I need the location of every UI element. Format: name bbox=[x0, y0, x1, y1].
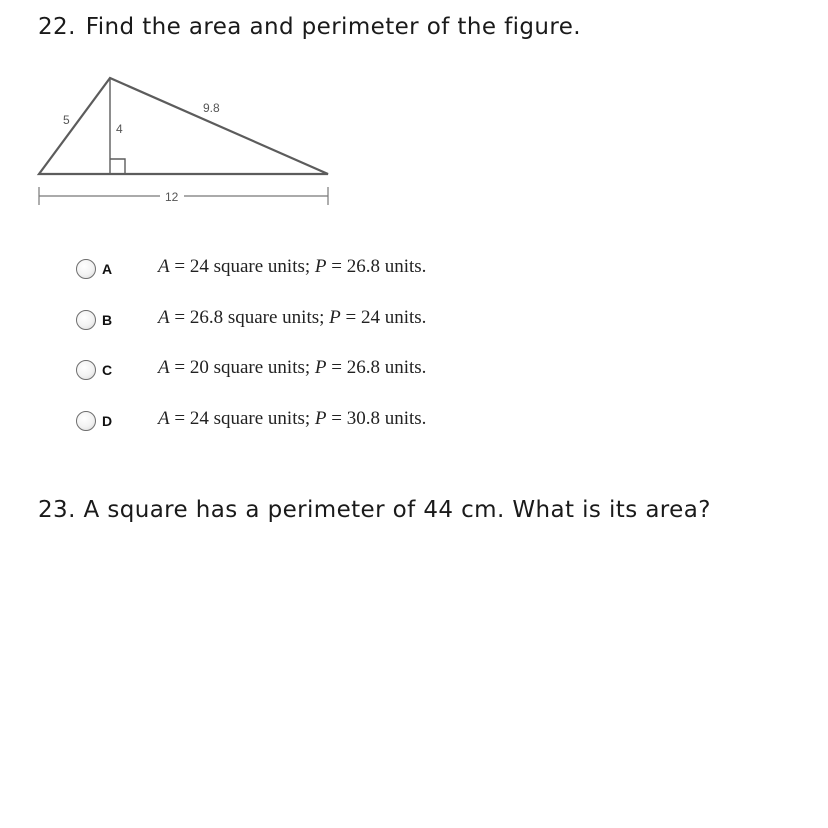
question-title bbox=[38, 14, 581, 40]
label-height: 4 bbox=[116, 122, 123, 136]
option-letter: C bbox=[102, 362, 113, 378]
option-text: A = 24 square units; P = 30.8 units. bbox=[158, 407, 427, 429]
answer-options bbox=[76, 256, 676, 458]
option-text: A = 20 square units; P = 26.8 units. bbox=[158, 357, 427, 378]
option-b[interactable] bbox=[76, 307, 676, 358]
right-angle-marker bbox=[110, 159, 125, 174]
radio-button-a[interactable] bbox=[76, 259, 96, 279]
label-base: 12 bbox=[165, 190, 179, 204]
option-letter: D bbox=[102, 412, 113, 429]
label-left-side: 5 bbox=[63, 113, 70, 127]
option-text: A = 26.8 square units; P = 24 units. bbox=[158, 306, 427, 328]
option-letter: A bbox=[102, 261, 113, 277]
label-right-side: 9.8 bbox=[203, 101, 220, 115]
radio-button-c[interactable] bbox=[76, 360, 96, 380]
option-d[interactable] bbox=[76, 408, 676, 459]
option-text: A = 24 square units; P = 26.8 units. bbox=[158, 256, 427, 277]
option-letter: B bbox=[102, 311, 113, 328]
triangle-shape bbox=[39, 78, 328, 174]
question-number: 22. bbox=[38, 14, 76, 40]
next-question-text: 23. A square has a perimeter of 44 cm. What is its area? bbox=[38, 497, 711, 523]
triangle-figure bbox=[30, 70, 340, 215]
next-question-cut-off bbox=[38, 497, 798, 523]
option-a[interactable] bbox=[76, 256, 676, 307]
radio-button-d[interactable] bbox=[76, 411, 96, 431]
question-text: Find the area and perimeter of the figure. bbox=[85, 14, 581, 40]
radio-button-b[interactable] bbox=[76, 310, 96, 330]
option-c[interactable] bbox=[76, 357, 676, 408]
